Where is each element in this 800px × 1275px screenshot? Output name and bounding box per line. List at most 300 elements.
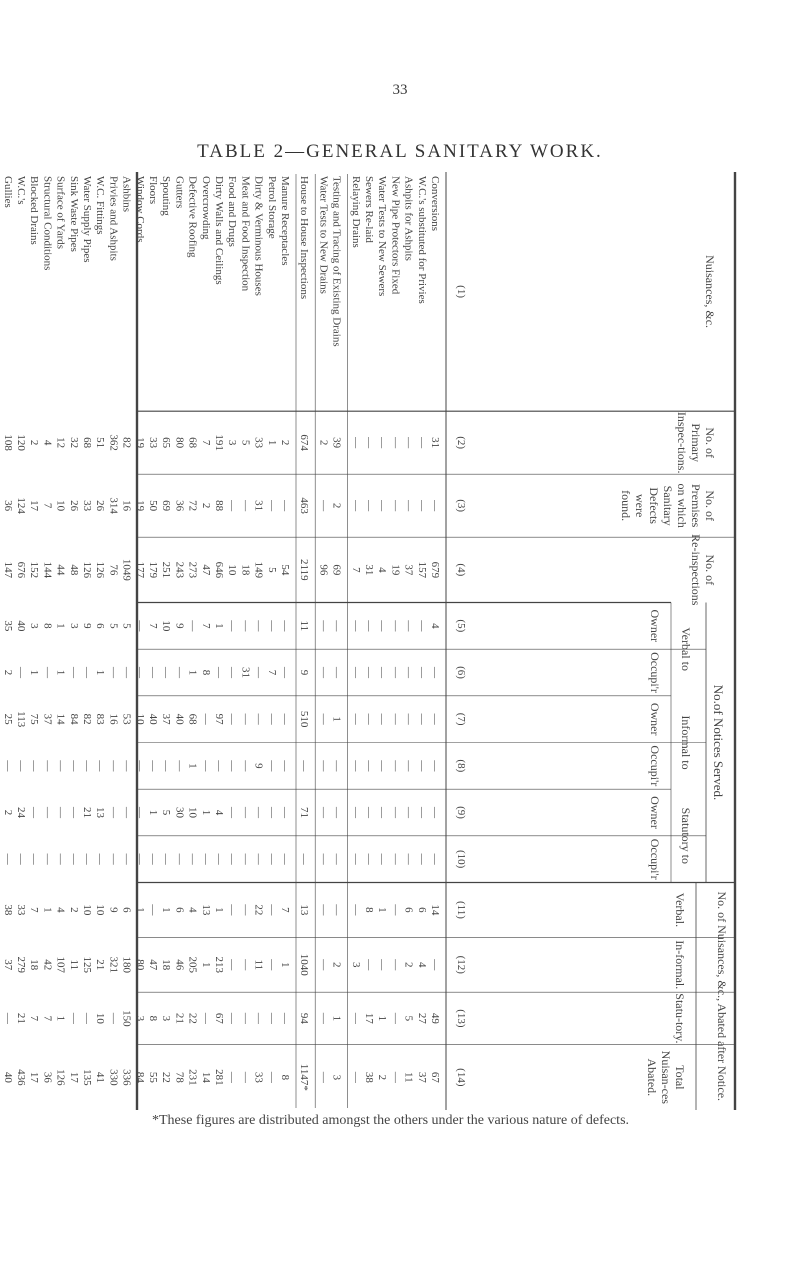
table-cell: 1147* — [298, 1063, 311, 1091]
table-cell: — — [213, 667, 225, 678]
table-cell: — — [265, 1071, 278, 1083]
table-cell: 1 — [160, 907, 173, 913]
table-cell: — — [376, 760, 389, 772]
table-cell: — — [265, 853, 278, 865]
table-cell: — — [265, 760, 278, 772]
column-number-4: (4) — [455, 563, 467, 577]
table-cell: — — [41, 807, 54, 818]
column-header-3: Sanitary — [661, 485, 675, 526]
table-cell: — — [239, 807, 252, 818]
table-cell: 5 — [160, 809, 173, 816]
table-cell: — — [402, 437, 415, 449]
table-cell: 1 — [279, 962, 291, 968]
nuisance-label: Ashbins — [120, 176, 133, 213]
table-cell — [0, 666, 1, 679]
table-cell: — — [330, 667, 343, 678]
table-cell: — — [349, 853, 362, 865]
table-cell: 107 — [54, 956, 67, 973]
column-header-2: Inspec-tions. — [675, 411, 689, 474]
table-cell: 7 — [279, 907, 291, 913]
table-cell: — — [415, 500, 428, 512]
table-cell: 231 — [186, 1069, 199, 1086]
table-cell: 12 — [54, 437, 67, 449]
nuisance-label: New Pipe Protectors Fixed — [389, 176, 402, 295]
table-cell: 21 — [81, 807, 93, 818]
table-cell: — — [317, 807, 330, 818]
table-cell: — — [67, 760, 80, 772]
table-cell: 65 — [160, 437, 173, 449]
table-cell: 646 — [213, 561, 225, 579]
table-cell: 1 — [28, 669, 41, 676]
table-cell — [0, 620, 1, 632]
table-cell: — — [147, 760, 159, 772]
table-cell: — — [330, 760, 343, 772]
table-cell: 2 — [317, 439, 330, 446]
table-cell: 10 — [94, 1012, 107, 1024]
column-header-4: Re-inspections — [689, 534, 703, 606]
table-cell: 40 — [173, 713, 186, 725]
table-cell: 31 — [363, 564, 375, 576]
table-cell: 3 — [28, 623, 41, 629]
table-cell: — — [349, 760, 362, 772]
table-cell: — — [147, 667, 159, 678]
table-cell: — — [226, 1012, 239, 1024]
table-cell: — — [226, 713, 239, 725]
table-cell: — — [147, 904, 159, 916]
table-cell: — — [239, 760, 252, 772]
table-cell: 68 — [81, 437, 93, 449]
to-header-verbal_to: Verbal to — [679, 627, 693, 671]
column-header-2: Primary — [689, 423, 703, 463]
table-cell: — — [389, 1012, 402, 1024]
table-cell: — — [226, 1071, 239, 1083]
table-cell: 17 — [28, 1071, 41, 1083]
nuisance-label: Dirty & Verminous Houses — [252, 176, 265, 296]
table-cell: 68 — [186, 437, 199, 449]
table-cell: 55 — [147, 1071, 159, 1083]
table-cell: — — [389, 1071, 402, 1083]
table-cell: 8 — [279, 1074, 291, 1081]
table-cell: 5 — [120, 623, 133, 629]
table-cell: 1 — [186, 669, 199, 676]
nuisance-label: W.C. Fittings — [94, 176, 107, 235]
table-cell: — — [317, 853, 330, 865]
table-cell: — — [213, 760, 225, 772]
table-cell: 36 — [173, 500, 186, 512]
table-cell: — — [415, 853, 428, 865]
table-cell: — — [279, 713, 291, 725]
table-cell: 14 — [54, 713, 67, 725]
table-cell: 279 — [15, 956, 27, 973]
table-cell: — — [1, 853, 14, 865]
table-cell: 135 — [81, 1069, 93, 1086]
table-cell: 510 — [298, 710, 311, 728]
table-cell: 3 — [349, 962, 362, 968]
column-number-12: (12) — [455, 955, 467, 974]
nuisance-label: W.C.'s substituted for Privies — [415, 176, 428, 304]
table-cell: 4 — [186, 907, 199, 913]
table-cell: — — [363, 959, 375, 971]
table-cell: 2 — [376, 1074, 389, 1081]
table-cell: 2 — [330, 962, 343, 968]
table-cell: — — [363, 713, 375, 725]
table-cell: 108 — [1, 434, 14, 451]
table-cell: — — [429, 760, 441, 772]
table-cell: 7 — [41, 1015, 54, 1022]
table-cell: 1 — [54, 1015, 67, 1022]
table-cell: 18 — [239, 564, 252, 576]
table-cell: 152 — [28, 561, 41, 579]
table-cell: 11 — [252, 959, 265, 971]
table-cell: — — [107, 667, 120, 678]
table-cell: 21 — [94, 959, 107, 971]
table-cell: — — [429, 667, 441, 678]
table-cell: 5 — [265, 567, 278, 573]
table-cell: — — [226, 620, 239, 632]
table-cell: — — [239, 1071, 252, 1083]
table-cell: 5 — [107, 623, 120, 629]
table-cell: — — [317, 620, 330, 632]
table-cell: 1 — [213, 907, 225, 913]
table-cell: — — [402, 853, 415, 865]
table-cell: 37 — [415, 1071, 428, 1083]
table-cell: — — [279, 1012, 291, 1024]
table-cell: — — [415, 760, 428, 772]
table-cell: 5 — [239, 439, 252, 446]
table-cell: — — [415, 713, 428, 725]
nuisance-label: Water Supply Pipes — [81, 176, 93, 263]
table-cell: — — [330, 807, 343, 818]
table-cell: — — [94, 853, 107, 865]
table-cell: — — [279, 853, 291, 865]
table-cell: — — [199, 853, 212, 865]
table-cell: — — [226, 853, 239, 865]
table-cell — [0, 853, 1, 866]
table-cell: 1 — [199, 809, 212, 816]
table-cell: 16 — [107, 713, 120, 725]
table-cell: 1 — [94, 669, 107, 676]
table-cell: — — [54, 807, 67, 818]
table-cell: — — [107, 853, 120, 865]
table-cell: 1 — [41, 907, 54, 913]
table-cell: — — [173, 853, 186, 865]
table-cell: 40 — [1, 1071, 14, 1083]
table-cell: 362 — [107, 434, 120, 451]
table-cell: — — [376, 437, 389, 449]
table-cell: — — [67, 853, 80, 865]
table-cell: 67 — [213, 1012, 225, 1024]
table-cell: 2 — [67, 907, 80, 913]
table-cell: — — [298, 853, 311, 865]
table-cell: 6 — [120, 907, 133, 913]
table-cell: — — [186, 620, 199, 632]
nuisance-label: Sewers Re-laid — [363, 176, 375, 243]
table-cell: 1 — [330, 716, 343, 722]
sanitary-work-table — [1, 172, 736, 1110]
column-number-9: (9) — [455, 806, 467, 819]
table-cell: 6 — [94, 623, 107, 629]
table-cell: — — [226, 760, 239, 772]
table-cell: 47 — [199, 564, 212, 576]
nuisance-label: Meat and Food Inspection — [239, 176, 252, 292]
table-cell: 2 — [279, 439, 291, 446]
table-cell: — — [226, 667, 239, 678]
table-cell: 84 — [133, 1071, 146, 1083]
table-cell: 243 — [173, 561, 186, 579]
table-cell: — — [67, 807, 80, 818]
column-header-11: Verbal. — [673, 892, 687, 928]
table-cell: 1 — [199, 962, 212, 968]
table-cell: 84 — [67, 713, 80, 725]
table-cell: 1 — [54, 669, 67, 676]
nuisance-label: Window Cords — [133, 176, 146, 243]
column-number-6: (6) — [455, 666, 467, 679]
table-cell: — — [317, 713, 330, 725]
table-cell: 321 — [107, 956, 120, 973]
table-cell: — — [133, 807, 146, 818]
table-cell: 7 — [28, 1015, 41, 1022]
nuisance-label: Ashpits for Ashpits — [402, 176, 415, 261]
table-cell: 9 — [173, 623, 186, 629]
table-cell: 33 — [81, 500, 93, 512]
table-cell: — — [402, 760, 415, 772]
table-cell: — — [252, 807, 265, 818]
table-cell: 126 — [94, 561, 107, 579]
table-cell: 1 — [376, 1015, 389, 1022]
table-cell: 177 — [133, 561, 146, 579]
table-cell: — — [349, 904, 362, 916]
table-cell: 94 — [298, 1012, 311, 1024]
table-cell: — — [28, 807, 41, 818]
table-cell: 51 — [94, 437, 107, 449]
table-cell: — — [415, 807, 428, 818]
column-header-14: Abated. — [645, 1058, 659, 1097]
table-cell: 44 — [54, 564, 67, 576]
table-cell: — — [330, 904, 343, 916]
table-cell: — — [173, 667, 186, 678]
table-cell: — — [363, 853, 375, 865]
table-cell: 314 — [107, 497, 120, 514]
table-cell: — — [133, 853, 146, 865]
column-number-1: (1) — [455, 285, 467, 298]
table-cell: 336 — [120, 1069, 133, 1086]
table-cell: 80 — [133, 959, 146, 971]
table-cell: 37 — [41, 713, 54, 725]
table-cell: — — [186, 853, 199, 865]
table-cell: 40 — [147, 713, 159, 725]
table-cell — [0, 564, 1, 576]
table-cell: — — [330, 853, 343, 865]
table-cell: — — [28, 760, 41, 772]
table-cell: — — [226, 500, 239, 512]
table-cell: — — [349, 620, 362, 632]
table-cell: — — [349, 713, 362, 725]
nuisance-label: Water Tests to New Sewers — [376, 176, 389, 297]
table-cell: 76 — [107, 564, 120, 576]
table-cell: 5 — [402, 1015, 415, 1022]
table-cell: — — [363, 620, 375, 632]
table-cell: 8 — [41, 623, 54, 629]
table-cell: 251 — [160, 561, 173, 579]
table-cell: 69 — [160, 500, 173, 512]
table-cell: 13 — [199, 904, 212, 916]
table-cell: 2 — [1, 669, 14, 676]
table-cell: — — [133, 667, 146, 678]
table-cell: 2 — [1, 809, 14, 816]
table-cell: 2119 — [298, 559, 311, 581]
table-cell: 8 — [147, 1015, 159, 1022]
table-cell: — — [1, 760, 14, 772]
table-cell: 11 — [298, 620, 311, 632]
table-cell: 9 — [81, 623, 93, 629]
table-cell: 31 — [252, 500, 265, 512]
table-cell: 19 — [389, 564, 402, 576]
table-cell: 273 — [186, 561, 199, 579]
table-cell: 14 — [429, 904, 441, 916]
table-cell: — — [1, 1012, 14, 1024]
nuisance-label: Structural Conditions — [41, 176, 54, 271]
nuisance-label: Spouting — [160, 176, 173, 216]
table-cell: 179 — [147, 561, 159, 579]
table-cell: 47 — [147, 959, 159, 971]
nuisance-label: Floors — [147, 176, 159, 205]
table-cell: — — [363, 500, 375, 512]
table-cell: — — [160, 667, 173, 678]
table-cell: 3 — [226, 439, 239, 446]
table-cell: — — [265, 1012, 278, 1024]
table-cell: — — [389, 713, 402, 725]
table-cell: 97 — [213, 713, 225, 725]
table-cell: — — [239, 904, 252, 916]
table-cell: — — [265, 807, 278, 818]
table-cell: — — [160, 760, 173, 772]
table-cell: — — [279, 667, 291, 678]
table-cell: — — [389, 807, 402, 818]
table-cell: — — [389, 853, 402, 865]
table-cell: — — [376, 959, 389, 971]
table-cell: — — [402, 620, 415, 632]
table-cell: — — [67, 1012, 80, 1024]
table-cell: — — [279, 620, 291, 632]
column-header-3: on which — [675, 483, 689, 528]
table-cell: 24 — [15, 807, 27, 818]
column-header-3: Defects — [647, 487, 661, 524]
table-cell: 1 — [147, 809, 159, 816]
table-cell: — — [81, 667, 93, 678]
served-group-header: No.of Notices Served. — [711, 684, 726, 801]
table-cell: 9 — [298, 669, 311, 676]
column-number-3: (3) — [455, 499, 467, 513]
table-cell: 25 — [1, 713, 14, 725]
table-cell: 41 — [94, 1071, 107, 1083]
table-cell: 11 — [402, 1072, 415, 1083]
table-cell: — — [265, 620, 278, 632]
to-header-statutory_to: Statutory to — [679, 807, 693, 865]
table-cell: — — [376, 853, 389, 865]
table-cell: — — [67, 667, 80, 678]
nuisance-label: Overcrowding — [199, 176, 212, 240]
nuisance-label: Defective Roofing — [186, 176, 199, 258]
table-cell: 213 — [213, 956, 225, 973]
table-cell: — — [133, 760, 146, 772]
column-number-8: (8) — [455, 759, 467, 773]
table-cell: — — [239, 713, 252, 725]
table-cell: — — [41, 853, 54, 865]
table-cell: 18 — [160, 959, 173, 971]
table-cell: 71 — [298, 807, 311, 818]
table-cell: 2 — [28, 439, 41, 446]
page-number: 33 — [392, 82, 408, 98]
table-cell: 205 — [186, 956, 199, 973]
table-cell: 46 — [173, 959, 186, 971]
table-cell: 157 — [415, 561, 428, 579]
table-cell: 126 — [81, 561, 93, 579]
table-cell: 1040 — [298, 953, 311, 976]
nuisance-label: Testing and Tracing of Existing Drains — [330, 176, 343, 347]
table-cell: — — [429, 807, 441, 818]
column-number-5: (5) — [455, 619, 467, 633]
column-number-14: (14) — [455, 1068, 467, 1087]
nuisance-label: Surface of Yards — [54, 176, 67, 250]
table-cell: 17 — [28, 500, 41, 512]
table-cell: — — [415, 620, 428, 632]
column-header-14: Total — [673, 1065, 687, 1090]
table-cell: — — [298, 760, 311, 772]
table-cell — [0, 500, 1, 512]
table-cell: — — [429, 853, 441, 865]
table-cell: 4 — [415, 962, 428, 968]
table-cell: 10 — [94, 904, 107, 916]
table-cell: 27 — [415, 1012, 428, 1024]
table-cell: 10 — [160, 620, 173, 632]
table-cell: 31 — [429, 437, 441, 449]
table-cell: 36 — [41, 1071, 54, 1083]
table-cell: — — [279, 500, 291, 512]
table-cell: 75 — [28, 713, 41, 725]
table-cell: 40 — [15, 620, 27, 632]
footnote: *These figures are distributed amongst the others under the various nature of defects. — [152, 1113, 630, 1128]
table-cell: 21 — [173, 1012, 186, 1024]
table-cell: 10 — [226, 564, 239, 576]
table-cell: — — [120, 760, 133, 772]
table-cell: — — [349, 1012, 362, 1024]
table-cell: — — [226, 807, 239, 818]
column-header-3: No. of — [703, 490, 717, 522]
table-cell: — — [279, 760, 291, 772]
column-number-2: (2) — [455, 436, 467, 450]
table-cell: 1 — [213, 623, 225, 629]
table-cell: — — [389, 760, 402, 772]
table-cell: — — [252, 667, 265, 678]
table-cell: — — [120, 853, 133, 865]
table-cell: — — [199, 713, 212, 725]
table-cell: 48 — [67, 564, 80, 576]
table-cell: — — [363, 667, 375, 678]
table-cell: — — [363, 437, 375, 449]
table-cell: 14 — [199, 1071, 212, 1083]
table-cell: 281 — [213, 1069, 225, 1086]
table-cell: 88 — [213, 500, 225, 512]
table-cell: 50 — [147, 500, 159, 512]
table-cell: 4 — [213, 809, 225, 816]
table-cell: — — [429, 500, 441, 512]
table-cell: — — [239, 500, 252, 512]
table-cell: — — [54, 853, 67, 865]
table-cell: — — [265, 500, 278, 512]
table-cell: — — [389, 620, 402, 632]
table-cell: 2 — [330, 502, 343, 509]
table-cell: 68 — [186, 713, 199, 725]
